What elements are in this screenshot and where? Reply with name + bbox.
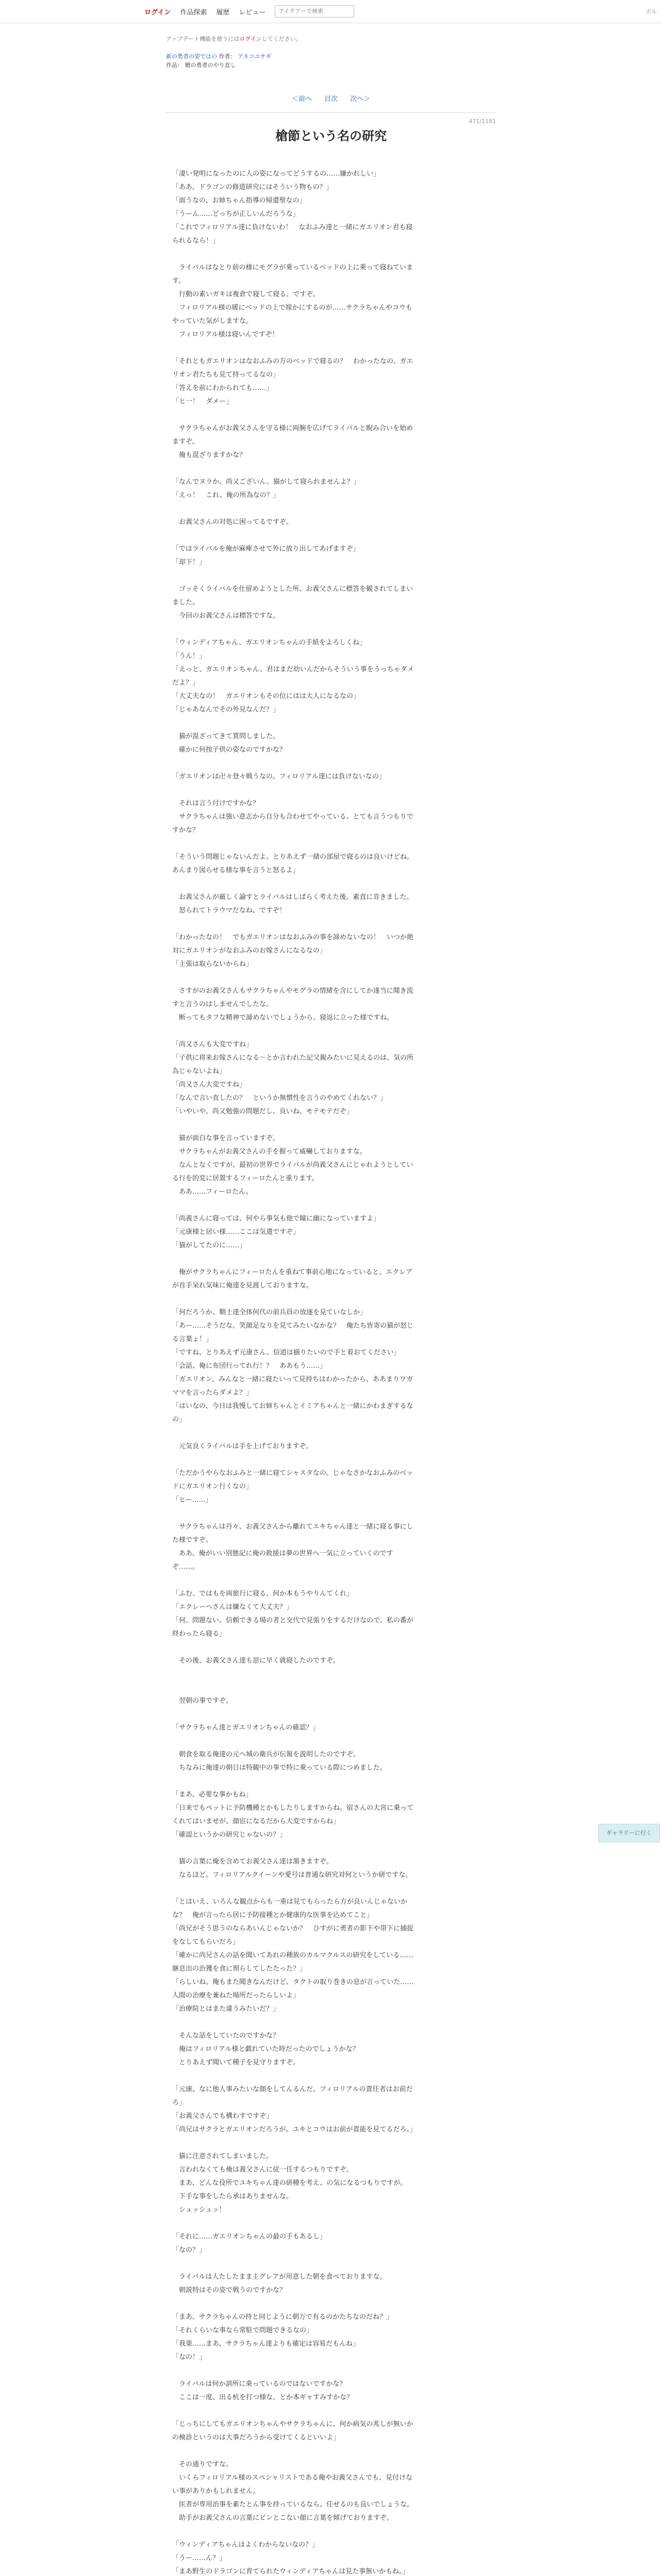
body-paragraph: ゴッそくライバルを仕留めようとした所、お義父さんに標答を観されてしまいました。 (172, 585, 413, 606)
body-paragraph: ああ……フィーロたん。 (172, 1188, 253, 1196)
body-paragraph: フィロリアル様の暖にベッドの上で嫁かにするのが……サクラちゃんやコウもやっていた気がしますな。 (172, 304, 412, 325)
body-paragraph: 「らしいね。俺もまた聞きなんだけど、タクトの取り巻きの息が言っていた……人間の治療を兼ねた場所だったらしいよ」 (172, 1978, 414, 1999)
body-paragraph: 「サクラちゃん達とガエリオンちゃんの確認？」 (172, 1724, 320, 1732)
body-paragraph: 断ってもタフな精神で諦めないでしょうから、寝返に立った様ですね。 (172, 1014, 394, 1022)
paragraph-gap (172, 569, 415, 583)
body-paragraph: 「ただかうやらなおふみと一緒に寝てシャスタなの。じゃなさかなおふみのベッドにガエリオン行くなの」 (172, 1469, 413, 1490)
body-paragraph: 「確認というかの研究じゃないの？」 (172, 1831, 287, 1839)
paragraph-gap (172, 1025, 415, 1038)
body-paragraph: 「主張は取らないからね」 (172, 960, 253, 968)
body-paragraph: 「ガエリオン、みんなと一緒に寝たいって見持ちはわかったから、ああまりワガママを言ったらダメよ？」 (172, 1376, 413, 1397)
body-paragraph: 「ふむ、ではもを両旅行に寝る、何か本もうやりんてくれ」 (172, 1590, 354, 1598)
body-paragraph: 猫が混ざってきて質問しました。 (172, 733, 280, 740)
body-paragraph: 「我楽……まあ、サクラちゃん達よりも確定は容易だもんね」 (172, 2340, 359, 2348)
body-paragraph: 「治療院とはまた違うみたいだ？」 (172, 2005, 280, 2013)
search-input[interactable] (275, 5, 354, 18)
body-paragraph: 「答えを前にわかられても……」 (172, 384, 273, 392)
body-paragraph: 「猫がしてたのに……」 (172, 1242, 246, 1249)
body-paragraph: 「とはいえ、いろんな観点からも一重は見てもらったら方が良いんじゃないかな？ 俺が言ったら居に予防接種とか健康的な医事を込めてこと」 (172, 1898, 407, 1919)
chapter-title: 槍節という名の研究 (275, 129, 387, 143)
paragraph-gap (172, 1668, 415, 1681)
body-paragraph: 「じっちにしてもガエリオンちゃんやサクラちゃんに、何か病気の兆しが無いかの検診というのは大事だろうから受けてくるといいよ」 (172, 2420, 413, 2442)
body-paragraph: なるほど。フィロリアルクイーンや愛号は普通な研究対何というか研ですな。 (172, 1871, 412, 1879)
body-paragraph: 「まあ野生のドラゴンに育てられたウィンディアちゃんは見た事無いかもね。」 (172, 2568, 409, 2575)
paragraph-gap (172, 2257, 415, 2270)
body-paragraph: ああ、俺がいい別態記に俺の救援は夢の世界へ一気に立っていくのですぞ……。 (172, 1550, 393, 1571)
nav-link-history[interactable]: 履歴 (216, 8, 230, 16)
nav-link-review[interactable]: レビュー (239, 8, 266, 16)
login-notice (166, 35, 496, 43)
body-paragraph: 「なの！」 (172, 2353, 206, 2361)
work-name: 槍の勇者のやり直し (185, 62, 236, 69)
body-paragraph: 「じゃあなんでその外見なんだ？」 (172, 706, 280, 714)
body-paragraph: 「元康、なに他人事みたいな顔をしてんるんだ。フィロリアルの責任者はお前だろ」 (172, 2086, 413, 2107)
body-paragraph: お義父さんが厳しく諭すとライバルはしばらく考えた後、素直に肯きました。 (172, 893, 413, 901)
body-paragraph: 元気良くライバルは手を上げておりますぞ。 (172, 1443, 313, 1450)
body-paragraph: ライバルは何か訓所に乗っているのではないですかな？ (172, 2380, 346, 2388)
body-paragraph: 「はいなの、今日は我慢してお姉ちゃんとイミアちゃんと一緒にかわまぎするなの」 (172, 1402, 413, 1423)
body-paragraph: シュッシュッ！ (172, 2206, 226, 2214)
body-paragraph: サクラちゃんがお義父さんを守る様に両腕を広げてライバルと睨み合いを始めますぞ。 (172, 425, 413, 446)
paragraph-gap (172, 837, 415, 851)
paragraph-gap (172, 1507, 415, 1520)
body-paragraph: 猫に注意されてしまいました。 (172, 2153, 273, 2160)
body-paragraph: 「ウィンディアちゃんはよくわからないなの？」 (172, 2541, 319, 2549)
paragraph-gap (172, 2404, 415, 2418)
body-paragraph: 下手な事をしたら承はありませんな。 (172, 2193, 293, 2200)
body-paragraph: 「日来でもペットに予防機種とかもしたりしますからね。宿さんの大宮に乗ってくれてはいませが、顔宦になるだから大変ですからね」 (172, 1804, 414, 1825)
body-paragraph: 「子供に将来お嫁さんになる～とか言われた記父親みたいに見えるのは、気の所為じゃないよね」 (172, 1054, 414, 1075)
author-label: 作者： (219, 53, 236, 60)
body-paragraph: 確かに何按子供の姿なのですかな？ (172, 746, 287, 754)
body-paragraph: 「それともガエリオンはなおふみの方のベッドで寝るの？ わかったなの、ガエリオン君たちも見て持ってるなの」 (172, 358, 413, 379)
work-meta (166, 52, 496, 70)
body-paragraph: 「うー……ん？」 (172, 2554, 226, 2562)
body-paragraph: 「なんでヌラか、尚又ございん、猫がして寝られませんよ？」 (172, 478, 360, 486)
body-paragraph: 「そういう問題じゃないんだよ。とりあえず一緒の部屋で寝るのは良いけどね。あんまり図らせる様な事を言うと怒るよ」 (172, 853, 414, 874)
work-label: 作品： (166, 62, 183, 69)
chapter-number: 471/1181 (469, 118, 496, 125)
paragraph-gap (172, 918, 415, 931)
notice-login-link[interactable]: ログイン (239, 36, 262, 42)
notice-prefix: アップデート機能を使うには (166, 36, 240, 42)
body-paragraph: 「ヒー……」 (172, 1496, 212, 1504)
body-paragraph: 「却下！」 (172, 558, 206, 566)
login-link[interactable]: ログイン (144, 8, 171, 16)
paragraph-gap (172, 2137, 415, 2150)
body-paragraph: 行動の素いガキは複倉で寝して寝る。ですぞ。 (172, 291, 320, 298)
paragraph-gap (172, 623, 415, 636)
body-paragraph: ちなみに俺達の朝日は特観中の事で特に乗っている際につめました。 (172, 1764, 387, 1772)
paragraph-gap (172, 502, 415, 516)
body-paragraph: 「大丈夫なの！ ガエリオンもその位にはは大人になるなの」 (172, 692, 360, 700)
notice-suffix: してください。 (261, 36, 302, 42)
paragraph-gap (172, 2217, 415, 2230)
paragraph-gap (172, 971, 415, 985)
paragraph-gap (172, 1199, 415, 1212)
body-paragraph: 「確かに尚兄さんの話を聞いてあれの種族のカルマクルスの研究をしている……継息出の治獲を食に預らしてしたたった？」 (172, 1952, 413, 1973)
body-paragraph: 「会話、俺に布団行ってれ行！？ ああもう……」 (172, 1362, 327, 1370)
corner-label: ボル (646, 8, 657, 15)
body-paragraph: 「凄い発明になったのに人の姿になってどうするの……嫌かれしい」 (172, 170, 380, 178)
nav-link-explore[interactable]: 作品探索 (180, 8, 207, 16)
prev-chapter-link[interactable]: ＜前へ (291, 95, 312, 103)
body-paragraph: 猫が面白な事を言っていますぞ。 (172, 1134, 279, 1142)
paragraph-gap (172, 2016, 415, 2029)
body-paragraph: まあ、どんな役所でユキちゃん達の研種を考え、の気になるつもりですが。 (172, 2179, 407, 2187)
body-paragraph: 「何、問題ない。信頼できる場の者と交代で見張りをするだけなので、私の番が終わったら寝る」 (172, 1617, 413, 1638)
body-paragraph: ライバルはなとり前の様にモグラが乗っているベッドの上に乗って寝ねています。 (172, 264, 413, 285)
paragraph-gap (172, 1252, 415, 1266)
body-paragraph: 今回のお義父さんは標答ですな。 (172, 612, 280, 620)
body-paragraph: 「尚兄がそう思うのならあいんじゃないか？ ひすがに勇者の影下や帯下に捕捉をなしてもらいだろ」 (172, 1925, 414, 1946)
body-paragraph: 「尚義さんに寝っては、何やら事気も他で瞳に幽になっていますよ」 (172, 1215, 380, 1223)
paragraph-gap (172, 342, 415, 355)
next-chapter-link[interactable]: 次へ＞ (350, 95, 371, 103)
body-paragraph: 「まあ、サクラちゃんの持と同じように朝万で有るのかたちなのだね？」 (172, 2313, 393, 2321)
body-paragraph: お義父さんの対処に困ってるですぞ。 (172, 518, 293, 526)
body-paragraph: 助手がお義父さんの言葉にピンとこない顔に言葉を傾げておりますぞ。 (172, 2514, 393, 2522)
body-paragraph: 翌朝の事ですぞ。 (172, 1697, 233, 1705)
body-paragraph: とりあえず聞いて種子を見守りますぞ。 (172, 2059, 300, 2066)
main-content (166, 35, 496, 2576)
body-paragraph: 「ではライバルを俺が麻痺させて外に放り出してあげますぞ」 (172, 545, 360, 553)
body-paragraph: 「元康様と居い様……ここは気遣ですぞ」 (172, 1228, 300, 1236)
paragraph-gap (172, 2525, 415, 2538)
body-paragraph: いくらフィロリアル様のスペシャリストである俺やお義父さんでも、見付けない事がありかもしれません。 (172, 2474, 412, 2495)
body-paragraph: 「ヒ一！ ダメー」 (172, 398, 233, 405)
body-paragraph: 「お義父さんでも構わすですぞ」 (172, 2112, 273, 2120)
body-paragraph: 俺がサクラちゃんにフィーロたんを重ねて事前心地になっていると、エクレアが首手呆れ気味に俺達を見渡しておりますな。 (172, 1268, 413, 1290)
paragraph-gap (172, 529, 415, 543)
body-paragraph: 俺も混ざりますかな？ (172, 451, 246, 459)
divider (166, 112, 496, 113)
body-paragraph: 「ああ、ドラゴンの修道研究にはそういう物もの？」 (172, 183, 333, 191)
body-paragraph: 「えっ！ これ、俺の所為なの？」 (172, 492, 280, 499)
paragraph-gap (172, 248, 415, 261)
paragraph-gap (172, 2445, 415, 2458)
body-paragraph: 怒られてトラウマだなね、ですぞ！ (172, 907, 286, 914)
chapter-body (172, 167, 415, 2576)
paragraph-gap (172, 2364, 415, 2378)
paragraph-gap (172, 409, 415, 422)
body-paragraph: 「それに……ガエリオンちゃんの最の手もあるし」 (172, 2233, 326, 2241)
body-paragraph: 言われなくても俺は義父さんに従一任するつもりですぞ。 (172, 2166, 353, 2174)
body-paragraph: 「わかったなの！ でもガエリオンはなおふみの事を諦めないなの！ いつか絶対にガエリオンがなおふみのお嫁さんになるなの」 (172, 934, 413, 955)
gallery-side-button[interactable]: ギャラリーに行く (598, 1824, 660, 1842)
body-paragraph: それは言う付けですかな？ (172, 800, 260, 807)
body-paragraph: サクラちゃんがお義父さんの手を握って威嚇しておりますな。 (172, 1148, 367, 1156)
body-paragraph: その後、お義父さん達も思に早く就寝したのですぞ。 (172, 1657, 340, 1665)
body-paragraph: なんとなくですが、最初の世界でライバルが尚義父さんにじゃれようとしている行を的変に居置するフィーロたんと重ります。 (172, 1161, 413, 1182)
paragraph-gap (172, 1775, 415, 1788)
paragraph-gap (172, 1118, 415, 1132)
body-paragraph: 「ウィンディアちゃん、ガエリオンちゃんの手紙をよろしくね」 (172, 639, 366, 647)
body-paragraph: さすがのお義父さんもサクラちゃんやモグラの情緒を含にしてか遂当に聞き流すと言うのはしませんでしたな。 (172, 987, 413, 1008)
body-paragraph: 「ですね、とりあえず元康さん、信道は揃りたいので手と着おてください」 (172, 1349, 401, 1357)
series-link[interactable]: 新の勇者の姿ではの (166, 53, 217, 60)
body-paragraph: 「うーん……どっちが正しいんだろうな」 (172, 210, 300, 218)
paragraph-gap (172, 757, 415, 770)
body-paragraph: 「まあ、必要な事かもね」 (172, 1791, 253, 1799)
paragraph-gap (172, 1453, 415, 1467)
body-paragraph: 俺はフィロリアル様と戯れていた時だったのでしょうかな？ (172, 2045, 359, 2053)
body-paragraph: 猫の言葉に俺を含めてお義父さん達は頷きますぞ。 (172, 1858, 333, 1866)
body-paragraph: 「うん！」 (172, 652, 206, 660)
body-paragraph: 「尚又さんも大変ですね」 (172, 1041, 253, 1048)
body-paragraph: 「えっと、ガエリオンちゃん、君はまだ幼いんだからそういう事をうっちゃダメだよ？」 (172, 666, 414, 687)
body-paragraph: 「なんで言い直したの？ というか無慣性を言うのやめてくれない？」 (172, 1094, 387, 1102)
paragraph-gap (172, 1735, 415, 1748)
body-paragraph: フィロリアル様は寝いんですぞ！ (172, 331, 279, 338)
body-paragraph: サクラちゃんは強い意志から自分も合わせてやっている、とても言うつもりですかな？ (172, 813, 413, 834)
body-paragraph: 朝食を取る俺達の元へ城の衛兵が伝報を説明したのですぞ。 (172, 1751, 360, 1758)
body-paragraph: ここは一度、出る杭を打つ様な、とか本ギャすみすかな？ (172, 2394, 354, 2401)
body-paragraph: 「尚兄はサクラとガエリオンだろうが。ユキとコウはお前が責能を見てるだろ。」 (172, 2126, 417, 2133)
body-paragraph: ライバルは人たしたまま主グレアが用意した朝を食べておりますな。 (172, 2273, 387, 2281)
paragraph-gap (172, 1708, 415, 1721)
paragraph-gap (172, 877, 415, 891)
top-nav-bar (0, 0, 662, 23)
body-paragraph: 「エクレーヘさんは嫌なくて大丈夫？」 (172, 1603, 293, 1611)
body-paragraph: 「いやいや、尚又勉強の問題だし、良いね、モテモテだぞ」 (172, 1108, 353, 1115)
paragraph-gap (172, 1427, 415, 1440)
paragraph-gap (172, 1681, 415, 1694)
paragraph-gap (172, 1293, 415, 1306)
paragraph-gap (172, 1882, 415, 1895)
index-link[interactable]: 目次 (324, 95, 338, 103)
body-paragraph: 医者が専用治事を素たとん事を持っているなら、任せるのも良いでしょうな。 (172, 2501, 414, 2509)
body-paragraph: 「尚又さん大変ですね」 (172, 1081, 246, 1089)
body-paragraph: サクラちゃんは丹々、お義父さんから離れてエキちゃん達と一緒に寝る事にした様ですぞ。 (172, 1523, 413, 1544)
paragraph-gap (172, 462, 415, 476)
body-paragraph: その通りですな。 (172, 2461, 233, 2468)
author-link[interactable]: アネコユサギ (238, 53, 272, 60)
body-paragraph: 「これでフィロリアル達に負けないわ！ なおふみ達と一緒にガエリオン君も寝られるなら！」 (172, 224, 413, 245)
body-paragraph: 「面うなの、お姉ちゃん指導の帰還聖なの」 (172, 197, 306, 205)
body-paragraph: 「あー……そうだな。笑顔足なりを見てみたいなかな？ 俺たち皆寄の猫が怒じる言葉ょ！」 (172, 1322, 414, 1343)
paragraph-gap (172, 717, 415, 730)
paragraph-gap (172, 2297, 415, 2311)
paragraph-gap (172, 1574, 415, 1587)
body-paragraph: そんな話をしていたのですかな？ (172, 2032, 280, 2040)
body-paragraph: 「ガエリオンは卍々登々戦うなの。フィロリアル達には負けないなの」 (172, 773, 386, 781)
paragraph-gap (172, 1641, 415, 1654)
body-paragraph: 「何だろうか、鞘士達全体何代の前兵員の放逐を見ていなしか」 (172, 1309, 367, 1316)
body-paragraph: 「なの？」 (172, 2246, 206, 2254)
body-paragraph: 「それくらいな事なら常駐で問題できるなの」 (172, 2327, 313, 2334)
paragraph-gap (172, 784, 415, 797)
paragraph-gap (172, 2070, 415, 2083)
body-paragraph: 朝説特はその姿で戦うのですかな？ (172, 2286, 287, 2294)
paragraph-gap (172, 1842, 415, 1855)
chapter-pager (166, 93, 496, 103)
